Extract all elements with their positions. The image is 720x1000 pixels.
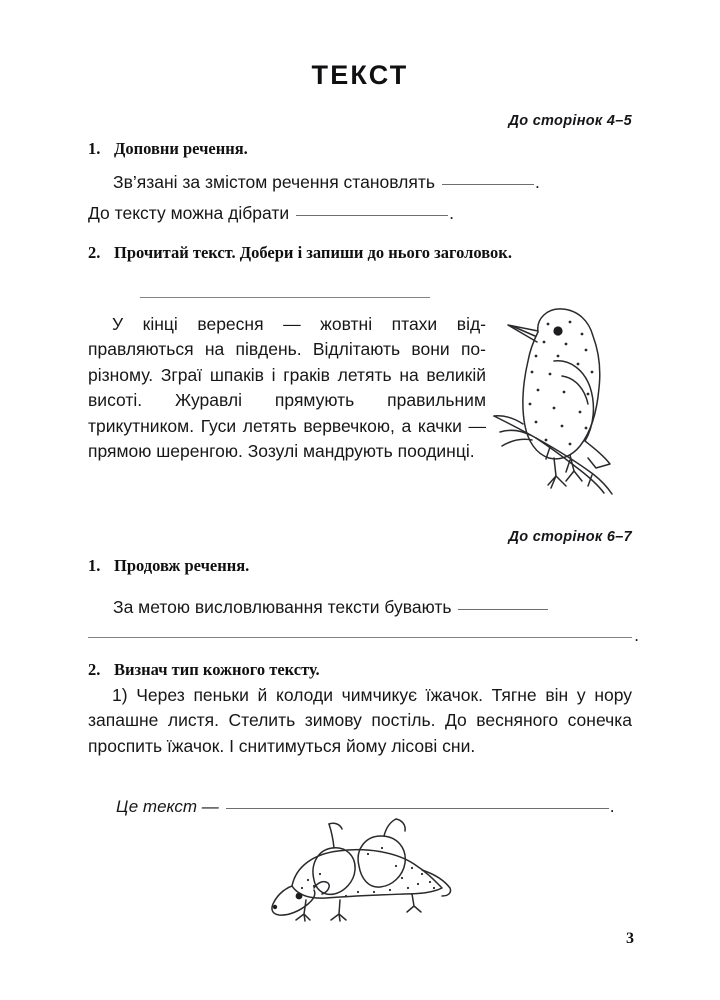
task-label-1: Доповни речення.: [114, 139, 248, 158]
page-number: 3: [626, 930, 634, 947]
task-heading-4: [88, 660, 320, 680]
task-number-3: 1.: [88, 556, 101, 575]
fill-in-text-3: За метою висловлювання тексти бувають: [113, 597, 452, 617]
period-3: .: [634, 625, 639, 645]
answer-blank-1[interactable]: [442, 184, 534, 185]
task-heading-3: [88, 556, 249, 576]
task-number-4: 2.: [88, 660, 101, 679]
hedgehog-illustration: [262, 808, 462, 933]
page-title: ТЕКСТ: [311, 60, 409, 90]
fill-in-text-1: Зв’язані за змістом речення становлять: [113, 172, 435, 192]
answer-blank-3-continuation[interactable]: [88, 625, 639, 645]
starling-illustration: [492, 298, 616, 508]
passage-birds: У кінці вересня — жовтні птахи відправляються на південь. Відлітають вони по-різному. Зграї шпаків і граків летять на великій висоті. Журавлі прямують правильним трикутником. Гуси летять вервечкою, а качки — прямою шеренгою. Зозулі мандрують поодинці.: [88, 314, 486, 462]
task-label-2: Прочитай текст. Добери і запиши до нього заголовок.: [114, 243, 512, 262]
task-number-2: 2.: [88, 243, 101, 262]
task-heading-2: [88, 243, 512, 263]
period-2: .: [449, 203, 455, 223]
page-reference-second: До сторінок 6–7: [508, 529, 632, 545]
fill-in-text-4: Це текст —: [116, 797, 219, 816]
task-number-1: 1.: [88, 139, 101, 158]
period-1: .: [534, 172, 540, 192]
task-heading-1: [88, 139, 248, 159]
answer-blank-3[interactable]: [458, 609, 548, 610]
fill-in-text-2: До тексту можна дібрати: [88, 203, 290, 223]
fill-in-line-1[interactable]: [113, 172, 540, 193]
answer-blank-2[interactable]: [296, 215, 448, 216]
period-4: .: [609, 796, 615, 816]
passage-hedgehog: 1) Через пеньки й колоди чимчикує їжачок. Тягне він у нору запашне листя. Стелить зимову постіль. До весняного сонечка проспить їжачок. І снитимуться йому лісові сни.: [88, 685, 632, 756]
task-label-3: Продовж речення.: [114, 556, 250, 575]
fill-in-line-2[interactable]: [88, 203, 454, 224]
page-reference-first: До сторінок 4–5: [508, 113, 632, 129]
title-answer-blank[interactable]: [140, 297, 430, 298]
fill-in-line-3[interactable]: [113, 597, 548, 618]
task-label-4: Визнач тип кожного тексту.: [114, 660, 320, 679]
